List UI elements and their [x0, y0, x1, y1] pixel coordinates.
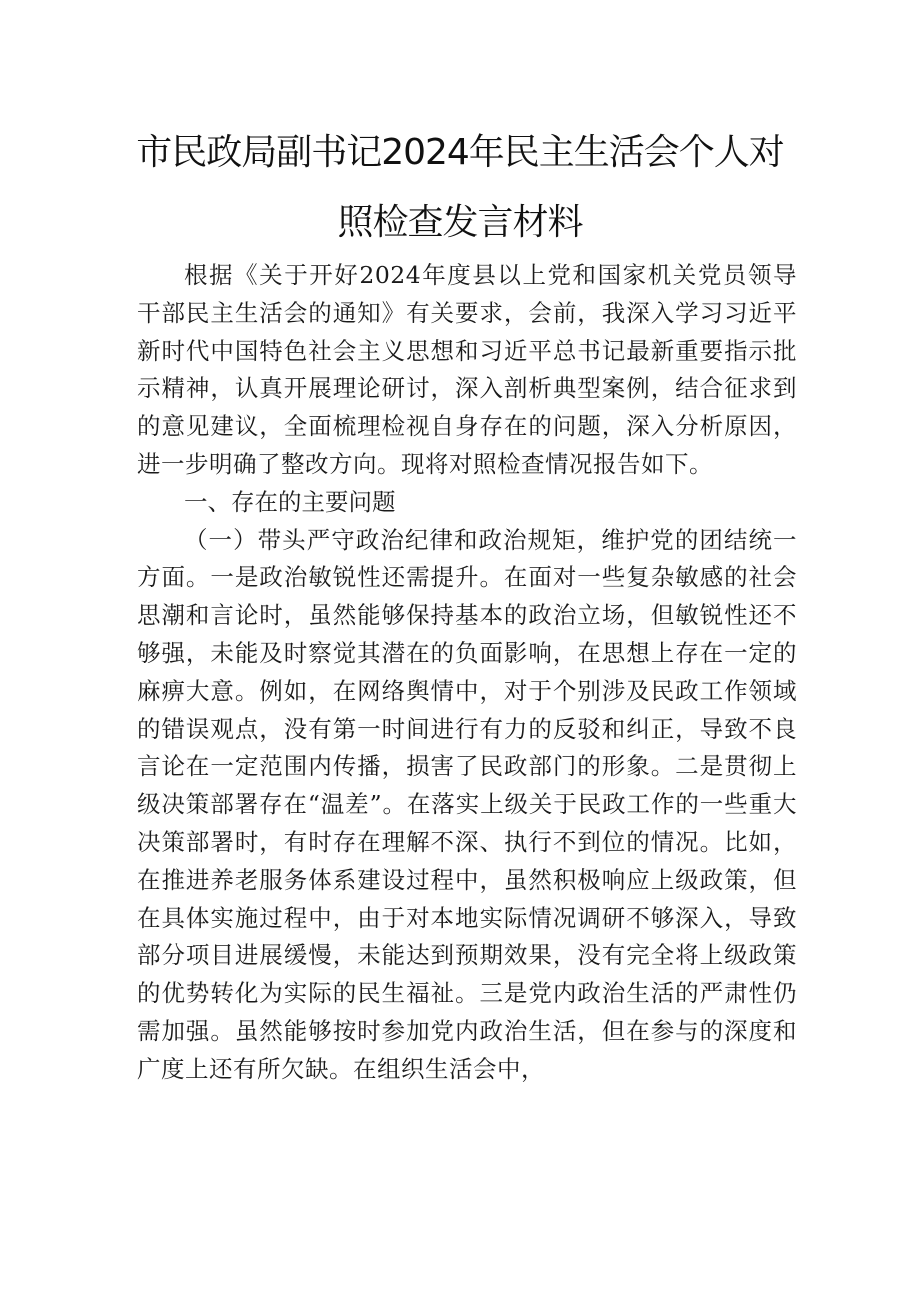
- section-paragraph: （一）带头严守政治纪律和政治规矩，维护党的团结统一方面。一是政治敏锐性还需提升。在面对一些复杂敏感的社会思潮和言论时，虽然能够保持基本的政治立场，但敏锐性还不够强，未能及时察觉其潜在的负面影响，在思想上存在一定的麻痹大意。例如，在网络舆情中，对于个别涉及民政工作领域的错误观点，没有第一时间进行有力的反驳和纠正，导致不良言论在一定范围内传播，损害了民政部门的形象。二是贯彻上级决策部署存在“温差”。在落实上级关于民政工作的一些重大决策部署时，有时存在理解不深、执行不到位的情况。比如，在推进养老服务体系建设过程中，虽然积极响应上级政策，但在具体实施过程中，由于对本地实际情况调研不够深入，导致部分项目进展缓慢，未能达到预期效果，没有完全将上级政策的优势转化为实际的民生福祉。三是党内政治生活的严肃性仍需加强。虽然能够按时参加党内政治生活，但在参与的深度和广度上还有所欠缺。在组织生活会中，: [137, 525, 797, 1083]
- document-body: [137, 257, 797, 1089]
- document-title-line-1: 市民政局副书记2024年民主生活会个人对: [136, 132, 784, 173]
- document-title-line-2: 照检查发言材料: [337, 202, 583, 243]
- section-heading: 一、存在的主要问题: [184, 487, 396, 516]
- intro-paragraph: 根据《关于开好2024年度县以上党和国家机关党员领导干部民主生活会的通知》有关要求，会前，我深入学习习近平新时代中国特色社会主义思想和习近平总书记最新重要指示批示精神，认真开展理论研讨，深入剖析典型案例，结合征求到的意见建议，全面梳理检视自身存在的问题，深入分析原因，进一步明确了整改方向。现将对照检查情况报告如下。: [137, 261, 797, 478]
